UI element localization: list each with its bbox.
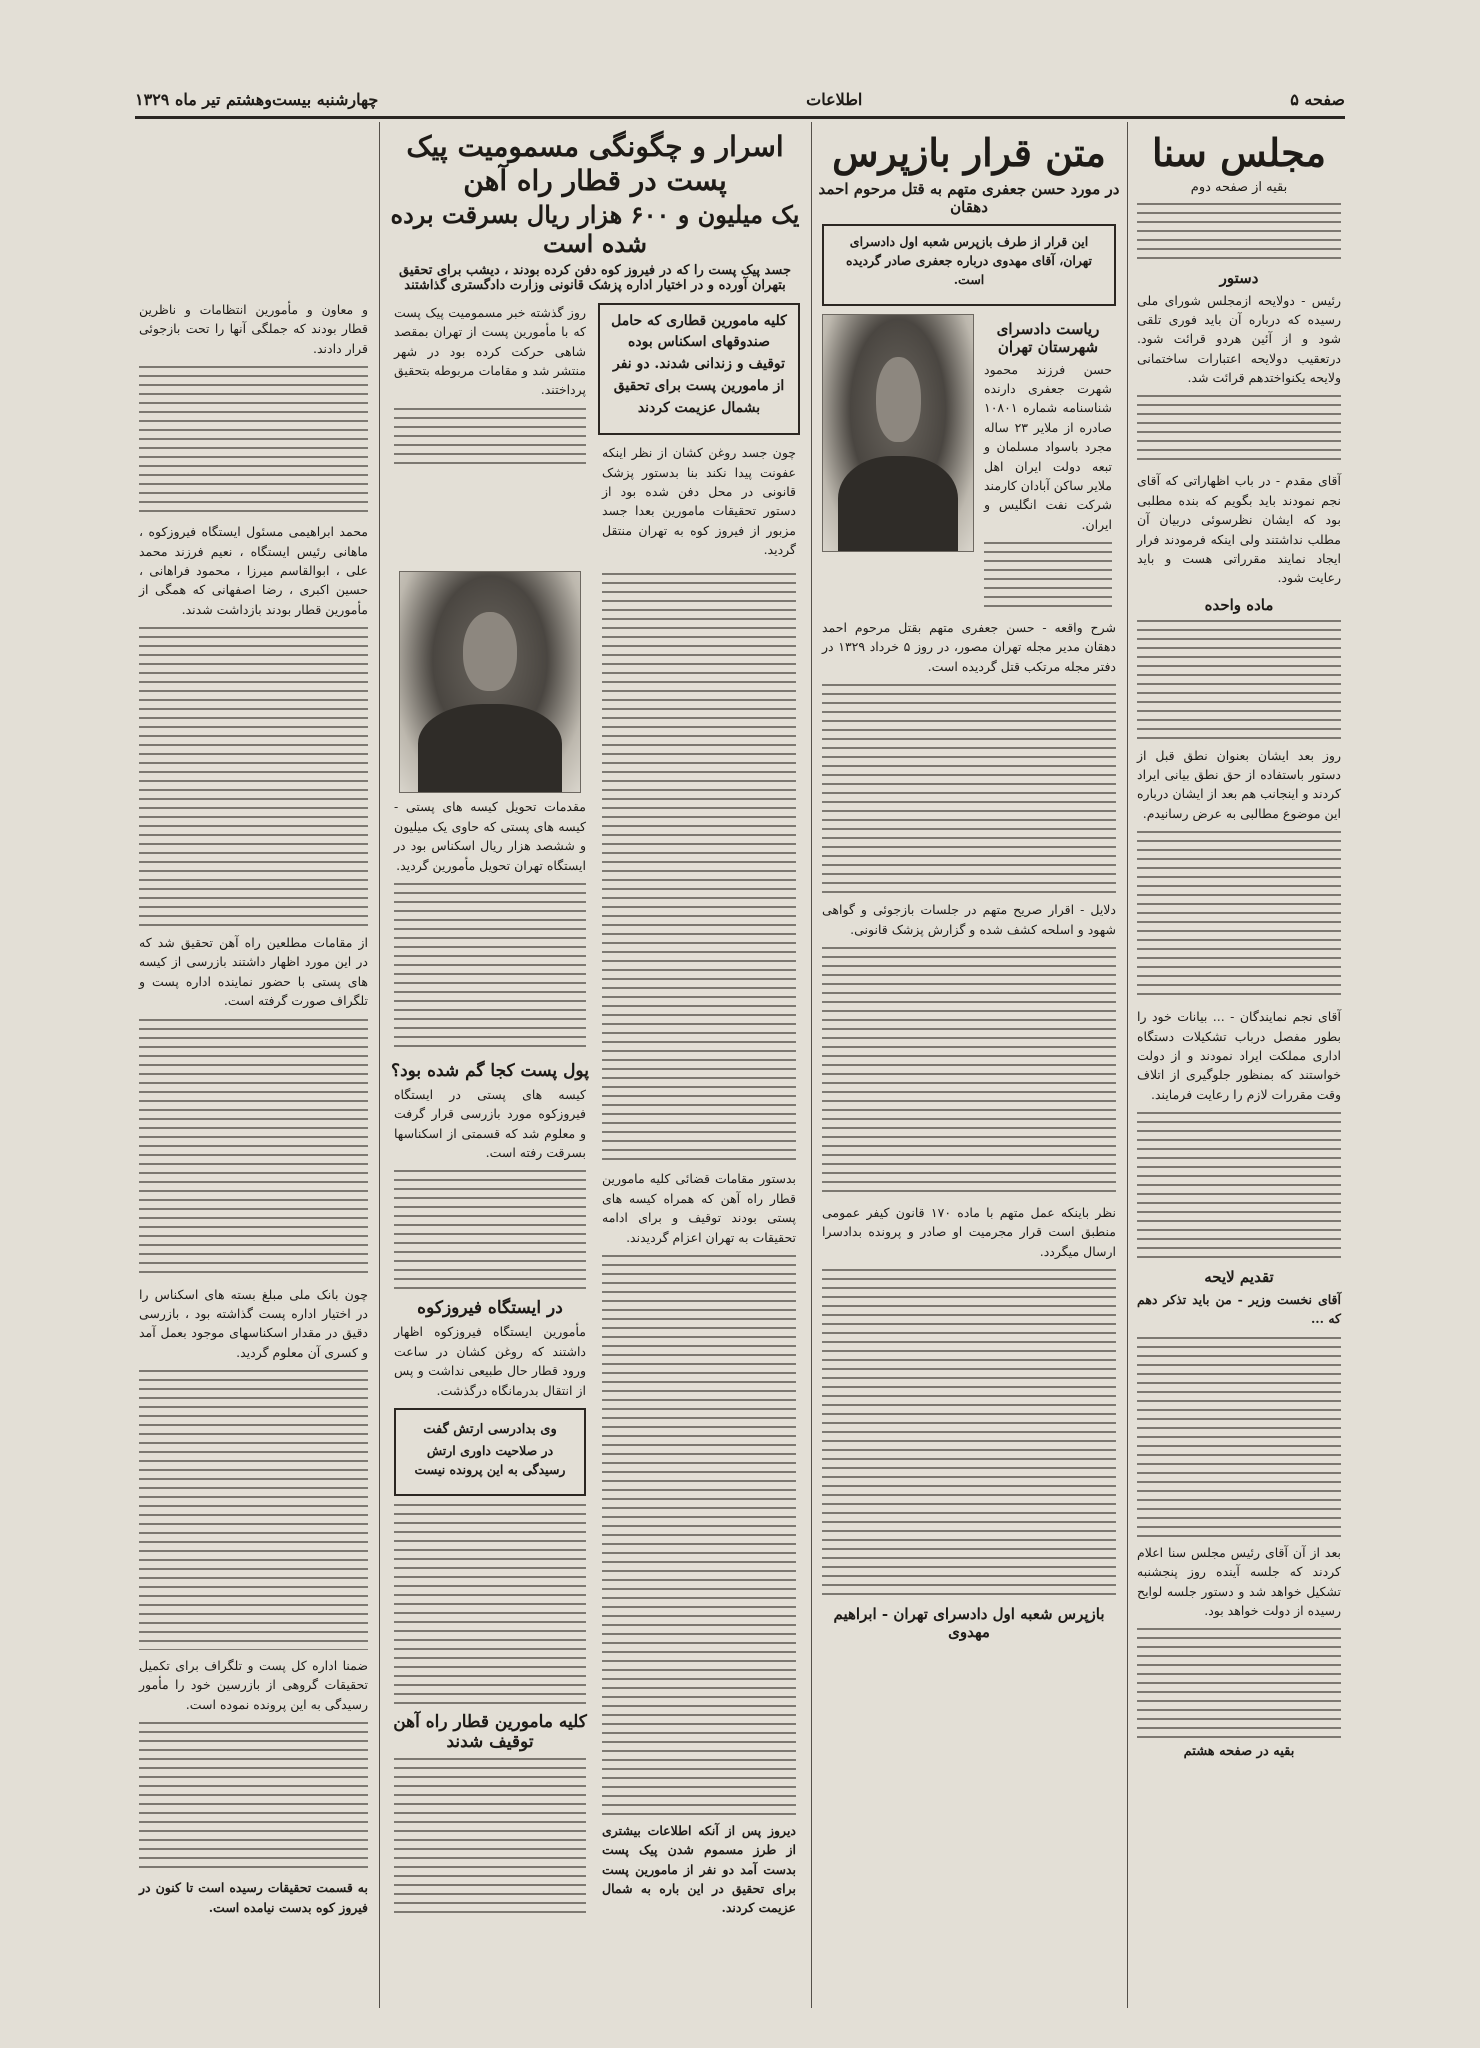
text-block xyxy=(139,1019,368,1279)
newspaper-name: اطلاعات xyxy=(806,89,863,109)
ruling-side xyxy=(980,314,1116,618)
text-block xyxy=(1137,203,1341,263)
ruling-headline: متن قرار بازپرس xyxy=(832,130,1106,175)
text-block xyxy=(139,1722,368,1872)
text-block xyxy=(394,408,586,468)
text-block xyxy=(984,542,1112,612)
photo-figure xyxy=(838,456,958,550)
continuation-paragraph: از مقامات مطلعین راه آهن تحقیق شد که در این مورد اظهار داشتند بازرسی از کیسه های پستی با حضور نماینده اداره پست و تلگراف صورت گرفته است. xyxy=(139,935,368,1009)
inset-title: وی بدادرسی ارتش گفت xyxy=(423,1421,557,1437)
continued-to: بقیه در صفحه هشتم xyxy=(1183,1744,1295,1760)
senate-paragraph: بعد از آن آقای رئیس مجلس سنا اعلام کردند که جلسه آینده روز پنجشنبه تشکیل خواهد شد و دستور جلسه لوایح رسیده از دولت خواهد بود. xyxy=(1137,1544,1341,1618)
text-block xyxy=(602,573,796,1163)
courier-paragraph: بدستور مقامات قضائی کلیه مامورین قطار راه آهن که همراه کیسه های پستی بودند توقیف و برای ادامه تحقیقات به تهران اعزام گردیدند. xyxy=(602,1171,796,1245)
text-block xyxy=(1137,831,1341,1001)
courier-box xyxy=(598,303,800,435)
text-block xyxy=(1137,395,1341,465)
masthead xyxy=(135,86,1345,112)
army-court-inset xyxy=(394,1408,586,1496)
senate-column xyxy=(1133,122,1345,2028)
subhead-train-staff: کلیه مامورین قطار راه آهن توقیف شدند xyxy=(393,1711,587,1752)
continuation-paragraph: محمد ابراهیمی مسئول ایستگاه فیروزکوه ، ماهانی رئیس ایستگاه ، نعیم فرزند محمد علی ، ابوالقاسم میرزا ، محمود فراهانی ، حسین اکبری ، رضا اصفهانی که همگی از مأمورین قطار بودند بازداشت شدند. xyxy=(139,524,368,617)
subhead-money-question: پول پست کجا گم شده بود؟ xyxy=(391,1060,589,1081)
courier-column xyxy=(386,122,804,2028)
continuation-paragraph: و معاون و مأمورین انتظامات و ناظرین قطار بودند که جملگی آنها را تحت بازجوئی قرار دادند. xyxy=(139,302,368,356)
courier-right-column xyxy=(598,567,800,1925)
spacer xyxy=(135,122,372,300)
courier-left-block xyxy=(390,303,590,568)
text-block xyxy=(1137,1337,1341,1537)
text-block xyxy=(822,1269,1116,1599)
subhead-agenda: دستور xyxy=(1219,268,1259,287)
ruling-paragraph: نظر باینکه عمل متهم با ماده ۱۷۰ قانون کیفر عمومی منطبق است قرار مجرمیت او صادر و پرونده بدادسرا ارسال میگردد. xyxy=(822,1204,1116,1259)
text-block xyxy=(139,1370,368,1650)
text-block xyxy=(139,366,368,516)
courier-right-block xyxy=(598,303,800,568)
courier-paragraph: چون جسد روغن کشان از نظر اینکه عفونت پیدا نکند بنا بدستور پزشک قانونی در محل دفن شده بود از دستور تحقیقات مامورین بعدا جسد مزبور از فیروز کوه به تهران منتقل گردید. xyxy=(602,445,796,558)
courier-subheadline: یک میلیون و ۶۰۰ هزار ریال بسرقت برده شده است xyxy=(390,200,800,258)
masthead-rule xyxy=(135,116,1345,119)
column-divider xyxy=(1127,122,1128,2008)
text-block xyxy=(1137,1112,1341,1262)
senate-headline: مجلس سنا xyxy=(1151,130,1327,175)
ruling-column xyxy=(818,122,1120,2028)
column-divider xyxy=(379,122,380,2008)
ruling-paragraph: دلایل - اقرار صریح متهم در جلسات بازجوئی و گواهی شهود و اسلحه کشف شده و گزارش پزشک قانونی. xyxy=(822,902,1116,937)
prosecutor-title: ریاست دادسرای شهرستان تهران xyxy=(996,319,1100,356)
courier-photo-row xyxy=(390,567,800,1925)
ruling-note-box xyxy=(822,224,1116,306)
text-block xyxy=(1137,1628,1341,1738)
continuation-paragraph: به قسمت تحقیقات رسیده است تا کنون در فیروز کوه بدست نیامده است. xyxy=(139,1880,368,1915)
photo-figure xyxy=(418,704,562,792)
subhead-firuzkuh-station: در ایستگاه فیروزکوه xyxy=(417,1298,563,1319)
text-block xyxy=(139,627,368,927)
column-divider xyxy=(811,122,812,2008)
courier-box-title: کلیه مامورین قطاری که حامل صندوقهای اسکناس بوده توقیف و زندانی شدند. دو نفر از مامورین پست برای تحقیق بشمال عزیمت کردند xyxy=(611,312,787,416)
text-block xyxy=(394,1170,586,1290)
senate-paragraph: آقای مقدم - در باب اظهاراتی که آقای نجم نمودند باید بگویم که بنده مطلبی بود که ایشان نظرسوئی دربیان آن مطلب نداشتند ولی اینکه فرمودند فرار ایجاد نمایند مقرراتی هست و باید رعایت شود. xyxy=(1137,473,1341,586)
courier-left-column xyxy=(390,567,590,1925)
ruling-paragraph: شرح واقعه - حسن جعفری متهم بقتل مرحوم احمد دهقان مدیر مجله تهران مصور، در روز ۵ خرداد ۱۳۲۹ در دفتر مجله مرتکب قتل گردیده است. xyxy=(822,620,1116,674)
photo-face xyxy=(463,612,517,691)
ruling-note: این قرار از طرف بازپرس شعبه اول دادسرای تهران، آقای مهدوی درباره جعفری صادر گردیده است. xyxy=(845,233,1093,288)
continued-from: بقیه از صفحه دوم xyxy=(1190,179,1288,195)
courier-top-section xyxy=(390,303,800,568)
inset-text: در صلاحیت داوری ارتش رسیدگی به این پرونده نیست xyxy=(414,1442,566,1478)
subhead-single-article: ماده واحده xyxy=(1204,595,1274,614)
senate-paragraph: آقای نجم نمایندگان - ... بیانات خود را بطور مفصل درباب تشکیلات دستگاه اداری مملکت ایراد نمودند و از دولت خواستند که بمنظور جلوگیری از اتلاف وقت مقررات لازم را رعایت فرمایند. xyxy=(1137,1009,1341,1102)
text-block xyxy=(394,883,586,1053)
text-block xyxy=(394,1758,586,1918)
accused-portrait-photo xyxy=(822,314,974,552)
courier-paragraph: روز گذشته خبر مسمومیت پیک پست که با مأمورین پست از تهران بمقصد شاهی حرکت کرده بود در شهر منتشر شد و مقامات مربوطه بتحقیق پرداختند. xyxy=(394,304,586,398)
ruling-paragraph: حسن فرزند محمود شهرت جعفری دارنده شناسنامه شماره ۱۰۸۰۱ صادره از ملایر ۲۳ ساله مجرد باسواد مسلمان و تبعه دولت ایران اهل ملایر ساکن آبادان کارمند شرکت نفت انگلیس و ایران. xyxy=(983,361,1112,532)
courier-headline: اسرار و چگونگی مسمومیت پیک پست در قطار راه آهن xyxy=(406,130,784,197)
ruling-top-section xyxy=(822,314,1116,618)
text-block xyxy=(394,1504,586,1704)
issue-date: چهارشنبه بیست‌و‌هشتم تیر ماه ۱۳۲۹ xyxy=(135,89,379,109)
text-block xyxy=(822,947,1116,1197)
senate-paragraph: روز بعد ایشان بعنوان نطق قبل از دستور باستفاده از حق نطق بیانی ایراد کردند و اینجانب هم بعد از ایشان درباره این موضوع مطالبی به عرض رسانیدم. xyxy=(1137,747,1341,821)
photo-face xyxy=(876,357,921,442)
text-block xyxy=(1137,620,1341,740)
ruling-subhead: در مورد حسن جعفری متهم به قتل مرحوم احمد دهقان xyxy=(818,179,1120,216)
page-number: صفحه ۵ xyxy=(1290,89,1345,109)
courier-intro: جسد پیک پست را که در فیروز کوه دفن کرده بودند ، دیشب برای تحقیق بتهران آورده و در اختیار اداره پزشک قانونی وزارت دادگستری گذاشتند xyxy=(399,262,791,293)
subhead-prime-minister: آقای نخست وزیر - من باید تذکر دهم که ... xyxy=(1137,1292,1341,1327)
courier-paragraph: دیروز پس از آنکه اطلاعات بیشتری از طرز مسموم شدن پیک پست بدست آمد دو نفر از مامورین پست برای تحقیق در این باره به شمال عزیمت کردند. xyxy=(602,1822,796,1916)
senate-paragraph: رئیس - دولایحه ازمجلس شورای ملی رسیده که درباره آن باید فوری تلقی شود و از آئین هردو قرائت شود. درتعقیب دولایحه اعتبارات ساختمانی ولایحه یکنواختدهم قرائت شد. xyxy=(1137,292,1341,386)
continuation-paragraph: چون بانک ملی مبلغ بسته های اسکناس را در اختیار اداره پست گذاشته بود ، بازرسی دقیق در مقدار اسکناسهای موجود بعمل آمد و کسری آن معلوم گردید. xyxy=(139,1286,368,1360)
courier-paragraph: کیسه های پستی در ایستگاه فیروزکوه مورد بازرسی قرار گرفت و معلوم شد که قسمتی از اسکناسها بسرقت رفته است. xyxy=(394,1086,586,1161)
subhead-bill: تقدیم لایحه xyxy=(1204,1268,1274,1287)
text-block xyxy=(602,1255,796,1815)
continuation-paragraph: ضمنا اداره کل پست و تلگراف برای تکمیل تحقیقات گروهی از بازرسین خود را مأمور رسیدگی به این پرونده نموده است. xyxy=(139,1658,368,1712)
courier-paragraph: مقدمات تحویل کیسه های پستی - کیسه های پستی که حاوی یک میلیون و ششصد هزار ریال اسکناس بود در ایستگاه تهران تحویل مأمورین گردید. xyxy=(394,799,586,873)
courier-paragraph: مأمورین ایستگاه فیروزکوه اظهار داشتند که روغن کشان در ساعت ورود قطار حال طبیعی نداشت و پس از انتقال بدرمانگاه درگذشت. xyxy=(394,1324,586,1398)
ruling-signature: بازپرس شعبه اول دادسرای تهران - ابراهیم مهدوی xyxy=(833,1605,1105,1642)
courier-portrait-photo xyxy=(399,571,581,793)
text-block xyxy=(822,684,1116,894)
continuation-column xyxy=(135,122,372,2028)
